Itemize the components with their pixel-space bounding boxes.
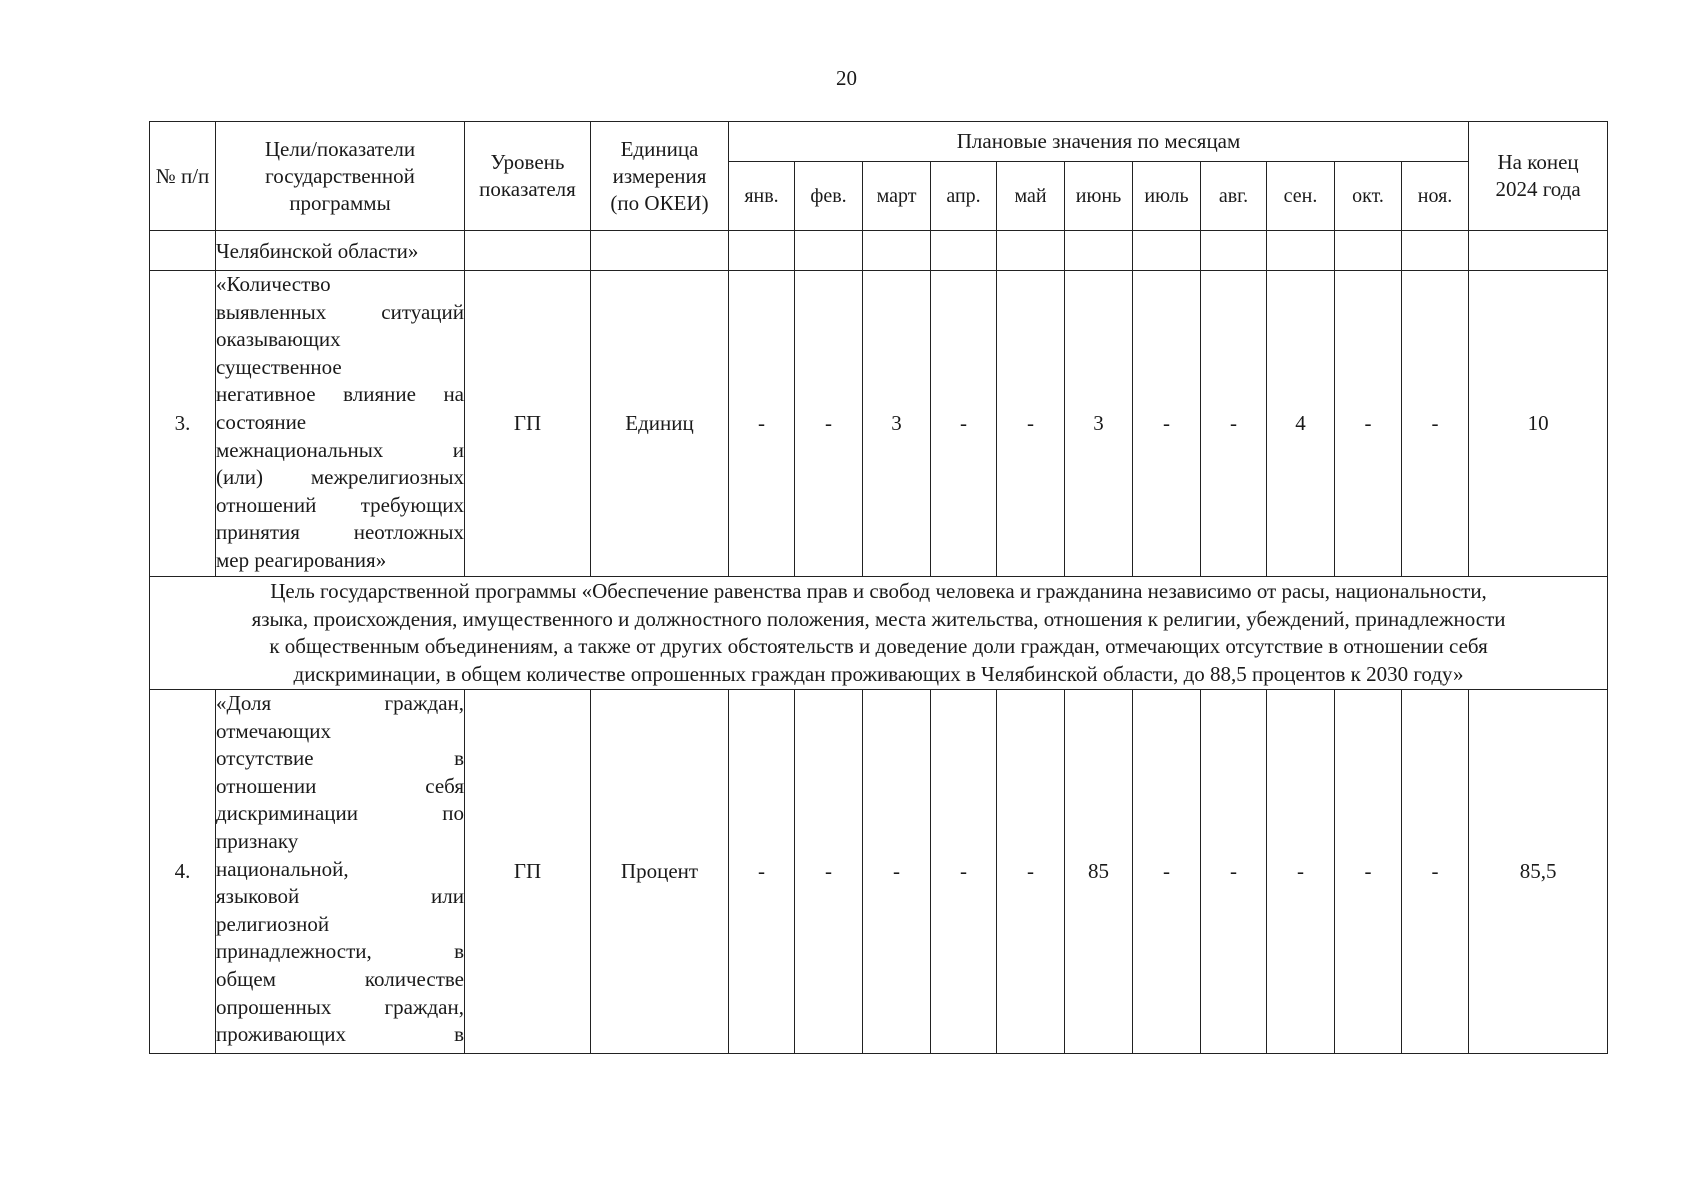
row-month-value: - (1133, 271, 1201, 577)
goal-line: (или) межрелигиозных (216, 465, 464, 490)
row-level: ГП (465, 690, 591, 1054)
header-end (1469, 122, 1608, 231)
table-row (150, 271, 1608, 577)
row-month-value: - (1133, 690, 1201, 1054)
section-goal-line: к общественным объединениям, а также от других обстоятельств и доведение доли граждан, отмечающих отсутствие в отношении себя (269, 634, 1488, 658)
table-row (150, 690, 1608, 1054)
cell-empty (1065, 231, 1133, 271)
row-unit: Процент (591, 690, 729, 1054)
row-month-value: - (729, 690, 795, 1054)
section-goal-line: Цель государственной программы «Обеспечение равенства прав и свобод человека и гражданина независимо от расы, национальности, (270, 579, 1487, 603)
goal-line: принадлежности, в (216, 939, 464, 964)
goal-line: опрошенных граждан, (216, 994, 464, 1019)
continuation-row (150, 231, 1608, 271)
header-unit-text: Единица измерения (по ОКЕИ) (610, 136, 709, 215)
header-month: ноя. (1402, 162, 1469, 231)
row-month-value: - (1335, 271, 1402, 577)
indicators-table (149, 121, 1608, 1054)
header-month: фев. (795, 162, 863, 231)
row-month-value: - (795, 271, 863, 577)
goal-line: религиозной (216, 911, 330, 936)
goal-line: принятия неотложных (216, 520, 464, 545)
goal-line: негативное влияние на (216, 382, 464, 407)
cell-empty (1267, 231, 1335, 271)
page-number: 20 (836, 66, 857, 90)
cell-empty (1335, 231, 1402, 271)
cell-empty (931, 231, 997, 271)
cell-empty (997, 231, 1065, 271)
cell-empty (1201, 231, 1267, 271)
goal-line: мер реагирования» (216, 547, 387, 572)
section-goal-line: языка, происхождения, имущественного и должностного положения, места жительства, отношения к религии, убеждений, принадлежности (251, 606, 1506, 631)
goal-line: общем количестве (216, 966, 464, 991)
goal-line: межнациональных и (216, 437, 464, 462)
row-month-value: - (729, 271, 795, 577)
row-month-value: 3 (863, 271, 931, 577)
row-month-value: 85 (1065, 690, 1133, 1054)
header-end-text: На конец 2024 года (1495, 150, 1581, 201)
row-month-value: - (1402, 271, 1469, 577)
header-month: апр. (931, 162, 997, 231)
row-month-value: - (863, 690, 931, 1054)
row-number: 3. (150, 271, 216, 577)
row-goal (216, 271, 465, 577)
section-goal (150, 577, 1608, 690)
row-month-value: - (1402, 690, 1469, 1054)
header-num: № п/п (150, 122, 216, 231)
cell-empty (1133, 231, 1201, 271)
header-month: сен. (1267, 162, 1335, 231)
header-month: март (863, 162, 931, 231)
goal-line: оказывающих (216, 327, 341, 352)
goal-line: признаку (216, 828, 299, 853)
header-month: июнь (1065, 162, 1133, 231)
row-month-value: - (997, 271, 1065, 577)
row-month-value: - (1335, 690, 1402, 1054)
goal-line: отсутствие в (216, 746, 464, 771)
row-month-value: 4 (1267, 271, 1335, 577)
row-month-value: 3 (1065, 271, 1133, 577)
section-goal-line: дискриминации, в общем количестве опрошенных граждан проживающих в Челябинской области, до 88,5 процентов к 2030 году» (293, 661, 1464, 686)
header-month: окт. (1335, 162, 1402, 231)
header-level (465, 122, 591, 231)
cell-empty (1469, 231, 1608, 271)
row-month-value: - (1267, 690, 1335, 1054)
row-month-value: - (931, 690, 997, 1054)
cell-empty (729, 231, 795, 271)
cell-empty (465, 231, 591, 271)
cell-empty (591, 231, 729, 271)
goal-line: дискриминации по (216, 801, 464, 826)
header-row-1 (150, 122, 1608, 162)
row-month-value: - (997, 690, 1065, 1054)
goal-line: «Количество (216, 272, 331, 296)
goal-line: существенное (216, 354, 342, 379)
header-level-text: Уровень показателя (479, 150, 576, 201)
row-month-value: - (1201, 690, 1267, 1054)
cell-empty (150, 231, 216, 271)
goal-line: отношении себя (216, 773, 464, 798)
goal-line: национальной, (216, 856, 349, 881)
row-end-value: 10 (1469, 271, 1608, 577)
header-month: янв. (729, 162, 795, 231)
header-month: май (997, 162, 1065, 231)
header-unit (591, 122, 729, 231)
row-number: 4. (150, 690, 216, 1054)
row-unit: Единиц (591, 271, 729, 577)
header-month: июль (1133, 162, 1201, 231)
row-level: ГП (465, 271, 591, 577)
goal-line: состояние (216, 409, 307, 434)
header-goal (216, 122, 465, 231)
header-plan: Плановые значения по месяцам (729, 122, 1469, 162)
cell-empty (1402, 231, 1469, 271)
row-month-value: - (931, 271, 997, 577)
goal-line: «Доля граждан, (216, 691, 464, 715)
goal-line: выявленных ситуаций (216, 299, 464, 324)
row-goal (216, 690, 465, 1054)
goal-line: отмечающих (216, 718, 331, 743)
goal-line: отношений требующих (216, 492, 464, 517)
goal-line: языковой или (216, 884, 464, 909)
header-goal-text: Цели/показатели государственной программы (264, 136, 416, 215)
cell-empty (795, 231, 863, 271)
row-end-value: 85,5 (1469, 690, 1608, 1054)
section-goal-row (150, 577, 1608, 690)
goal-line: проживающих в (216, 1022, 464, 1047)
continuation-goal: Челябинской области» (216, 231, 465, 271)
cell-empty (863, 231, 931, 271)
header-month: авг. (1201, 162, 1267, 231)
row-month-value: - (795, 690, 863, 1054)
row-month-value: - (1201, 271, 1267, 577)
